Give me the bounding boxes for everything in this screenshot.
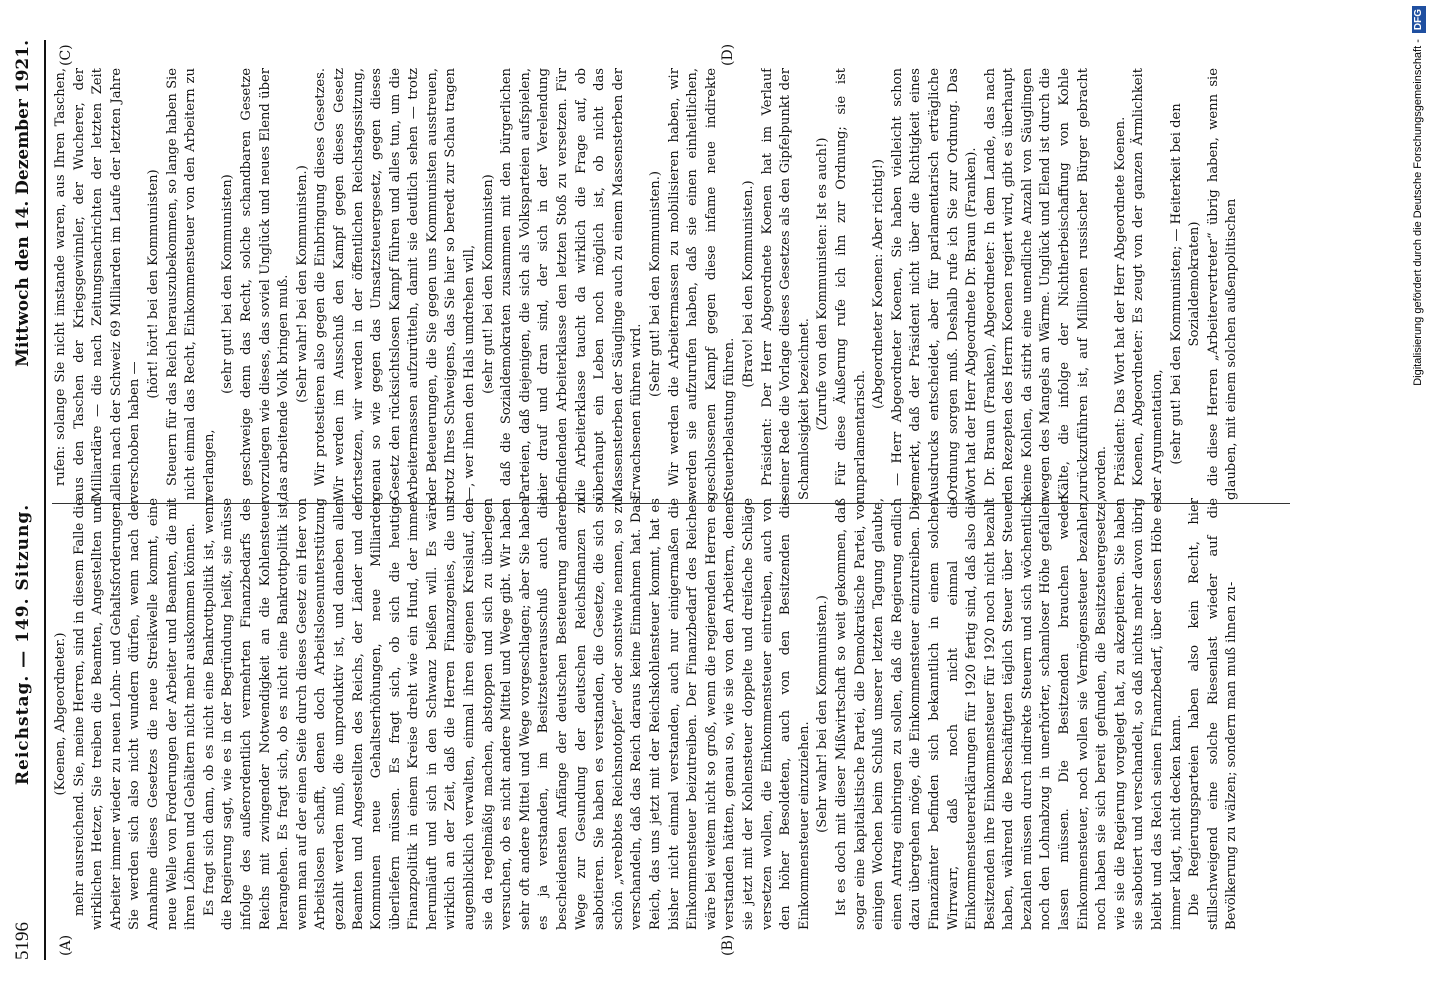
session-date: Mittwoch den 14. Dezember 1921. [13,40,33,367]
paragraph: rufen: solange Sie nicht imstande waren, aus Ihren Taschen, aus den Taschen der Kriegsgewinnler, der Wucherer, der Milliardäre — die nach Zeitungsnachrichten der letzten Zeit allein nach der Schweiz 69 Milliarden im Laufe der letzten Jahre verschoben haben — [53,68,143,500]
paragraph: Wir protestieren also gegen die Einbringung dieses Gesetzes. Wir werden im Ausschuß den Kampf gegen dieses Gesetz fortsetzen, wir werden in der öffentlichen Reichstagssitzung, genau so wie gegen das Umsatzsteuergesetz, gegen dieses Gesetz den rücksichtslosen Kampf führen und alles tun, um die Arbeitermassen aufzurütteln, damit sie deutlich sehen — trotz der Beteuerungen, die Sie gegen uns Kommunisten ausstreuen, trotz Ihres Schweigens, das Sie hier so beredt zur Schau tragen —, wer ihnen den Hals umdrehen will, [313,68,478,500]
credit-text: Digitalisierung gefördert durch die Deutsche Forschungsgemeinschaft - [1412,39,1424,386]
paragraph: Die Regierungsparteien haben also kein Recht, hier stillschweigend eine solche Riesenlast wieder auf die Bevölkerung zu wälzen; sondern man muß ihnen zu- [1187,498,1240,930]
paragraph: die diese Herren „Arbeitervertreter“ übrig haben, wenn sie glauben, mit einem solchen außenpolitischen [1205,68,1240,500]
margin-mark-a: (A) [58,934,74,956]
paragraph: mehr ausreichend. Sie, meine Herren, sind in diesem Falle die wirklichen Hetzer, Sie treiben die Beamten, Angestellten und Arbeiter immer wieder zu neuen Lohn- und Gehaltsforderungen. Sie werden sich also nicht wundern dürfen, wenn nach der Annahme dieses Gesetzes die neue Streikwelle kommt, eine neue Welle von Forderungen der Arbeiter und Beamten, die mit ihren Löhnen und Gehältern nicht mehr auskommen können. [71,498,199,930]
paragraph: Ist es doch mit dieser Mißwirtschaft so weit gekommen, daß sogar eine kapitalistische Partei, die Demokratische Partei, vor einigen Wochen beim Schluß unserer letzten Tagung glaubte, einen Antrag einbringen zu sollen, daß die Regierung endlich dazu übergehen möge, die Einkommensteuer einzutreiben. Die Finanzämter befinden sich bekanntlich in einem solchen Wirrwarr, daß noch nicht einmal die Einkommensteuererklärungen für 1920 fertig sind, daß also die Besitzenden ihre Einkommensteuer für 1920 noch nicht bezahlt haben, während die Beschäftigten täglich Steuer über Steuer bezahlen müssen durch indirekte Steuern und sich wöchentlich noch den Lohnabzug in unerhörter, schamloser Höhe gefallen lassen müssen. Die Besitzenden brauchen weder Einkommensteuer, noch wollen sie Vermögenssteuer bezahlen, noch haben sie sich bereit gefunden, die Besitzsteuergesetze, wie sie die Regierung vorgelegt hat, zu akzeptieren. Sie haben sie sabotiert und verschandelt, so daß nichts mehr davon übrig bleibt und das Reich seinen Finanzbedarf, über dessen Höhe es immer klagt, nicht decken kann. [833,498,1184,930]
paragraph: (Abgeordneter Koenen: Aber richtig!) [871,159,887,409]
paragraph: Wir werden die Arbeitermassen zu mobilisieren haben, wir werden sie aufzurufen haben, daß sie einen einheitlichen, geschlossenen Kampf gegen diese infame neue indirekte Steuerbelastung führen. [666,68,738,500]
paragraph: (sehr gut! bei den Kommunisten) [220,174,236,394]
page-header [6,40,40,960]
margin-mark-d: (D) [720,43,736,66]
paragraph: (Sehr wahr! bei den Kommunisten.) [294,165,310,403]
right-column [52,68,1302,500]
paragraph: (Zurufe von den Kommunisten: Ist es auch!) [815,137,831,431]
paragraph: — Herr Abgeordneter Koenen, Sie haben vielleicht schon gemerkt, daß der Präsident nicht über die Richtigkeit eines Ausdrucks entscheidet, aber für parlamentarisch erträgliche Ordnung sorgen muß. Deshalb rufe ich Sie zur Ordnung. Das Wort hat der Herr Abgeordnete Dr. Braun (Franken). [889,68,980,500]
paragraph: (Sehr gut! bei den Kommunisten.) [648,170,663,398]
paragraph: Dr. Braun (Franken), Abgeordneter: In dem Lande, das nach den Rezepten des Herrn Koenen regiert wird, gibt es überhaupt keine Kohlen, da stirbt eine unendliche Anzahl von Säuglingen wegen des Mangels an Wärme. Unglück und Elend ist durch die Kälte, die infolge der Nichtherbeischaffung von Kohle zurückzuführen ist, auf Millionen russischer Bürger gebracht worden. [982,68,1110,500]
paragraph: Präsident: Der Herr Abgeordnete Koenen hat im Verlauf seiner Rede die Vorlage dieses Gesetzes als den Gipfelpunkt der Schamlosigkeit bezeichnet. [759,68,812,500]
paragraph: (sehr gut! bei den Kommunisten; — Heiterkeit bei den Sozialdemokraten) [1168,103,1203,465]
header-rule [44,40,46,960]
digitization-credit [1408,6,1428,994]
paragraph: Für diese Äußerung rufe ich ihn zur Ordnung; sie ist unparlamentarisch. [833,68,868,500]
running-title: Reichstag. — 149. Sitzung. [13,503,33,786]
left-column [52,498,1302,930]
paragraph: geschweige denn das Recht, solche schandbaren Gesetze vorzulegen wie dieses, das soviel Unglück und neues Elend über das arbeitende Volk bringen muß. [238,68,292,500]
page-number: 5196 [12,922,33,960]
paragraph: (Koenen, Abgeordneter.) [53,632,68,796]
paragraph: Es fragt sich dann, ob es nicht eine Bankrottpolitik ist, wenn die Regierung sagt, wie es in der Begründung heißt, sie müsse infolge des außerordentlich vermehrten Finanzbedarfs des Reichs mit zwingender Notwendigkeit an die Kohlensteuer herangehen. Es fragt sich, ob es nicht eine Bankrottpolitik ist, wenn man auf der einen Seite durch dieses Gesetz ein Heer von Arbeitslosen schafft, denen doch Arbeitslosenunterstützung gezahlt werden muß, die unproduktiv ist, und daneben allen Beamten und Angestellten des Reichs, der Länder und der Kommunen neue Gehaltserhöhungen, neue Milliarden überliefern müssen. Es fragt sich, ob sich die heutige Finanzpolitik in einem Kreise dreht wie ein Hund, der immer herumläuft und sich in den Schwanz beißen will. Es wäre wirklich an der Zeit, daß die Herren Finanzgenies, die uns augenblicklich verwalten, einmal ihren eigenen Kreislauf, den sie da regelmäßig machen, abstoppen und sich zu überlegen versuchen, ob es nicht andere Mittel und Wege gibt. Wir haben sehr oft andere Mittel und Wege vorgeschlagen; aber Sie haben es ja verstanden, im Besitzsteuerausschuß auch die bescheidensten Anfänge der deutschen Besteuerung anderer Wege zur Gesundung der deutschen Reichsfinanzen zu sabotieren. Sie haben es verstanden, die Gesetze, die sich so schön „verebbtes Reichsnotopfer“ oder sonstwie nennen, so zu verschandeln, daß das Reich daraus keine Einnahmen hat. Das Reich, das uns jetzt mit der Reichskohlensteuer kommt, hat es bisher nicht einmal verstanden, auch nur einigermaßen die Einkommensteuer beizutreiben. Der Finanzbedarf des Reiches wäre bei weitem nicht so groß, wenn die regierenden Herren es verstanden hätten, genau so, wie sie von den Arbeitern, denen sie jetzt mit der Kohlensteuer doppelte und dreifache Schläge versetzen wollen, die Einkommensteuer eintreiben, auch von den höher Besoldeten, auch von den Besitzenden die Einkommensteuer einzuziehen. [201,498,812,930]
dfg-logo: DFG [1412,6,1426,33]
paragraph: (sehr gut! bei den Kommunisten) [480,174,496,394]
paragraph: daß die Sozialdemokraten zusammen mit den bürgerlichen Parteien, daß diejenigen, die sich als Volksparteien aufspielen, hier drauf und dran sind, der sich in der Verelendung befindenden Arbeiterklasse den letzten Stoß zu versetzen. Für die Arbeiterklasse taucht da wirklich die Frage auf, ob überhaupt ein Leben noch möglich ist, ob nicht das Massensterben der Säuglinge auch zu einem Massensterben der Erwachsenen führen wird. [499,68,645,500]
column-divider [52,503,1290,504]
paragraph: (Bravo! bei den Kommunisten.) [740,180,756,388]
paragraph: Präsident: Das Wort hat der Herr Abgeordnete Koenen. [1112,116,1128,486]
paragraph: (Sehr wahr! bei den Kommunisten.) [815,595,831,833]
margin-mark-c: (C) [58,44,74,66]
margin-mark-b: (B) [720,934,736,956]
paragraph: Steuern für das Reich herauszubekommen, so lange haben Sie nicht einmal das Recht, Einkommensteuer von den Arbeitern zu verlangen, [164,68,217,500]
paragraph: Koenen, Abgeordneter: Es zeugt von der ganzen Ärmlichkeit der Argumentation, [1131,68,1166,500]
paragraph: (hört! hört! bei den Kommunisten) [145,169,161,399]
